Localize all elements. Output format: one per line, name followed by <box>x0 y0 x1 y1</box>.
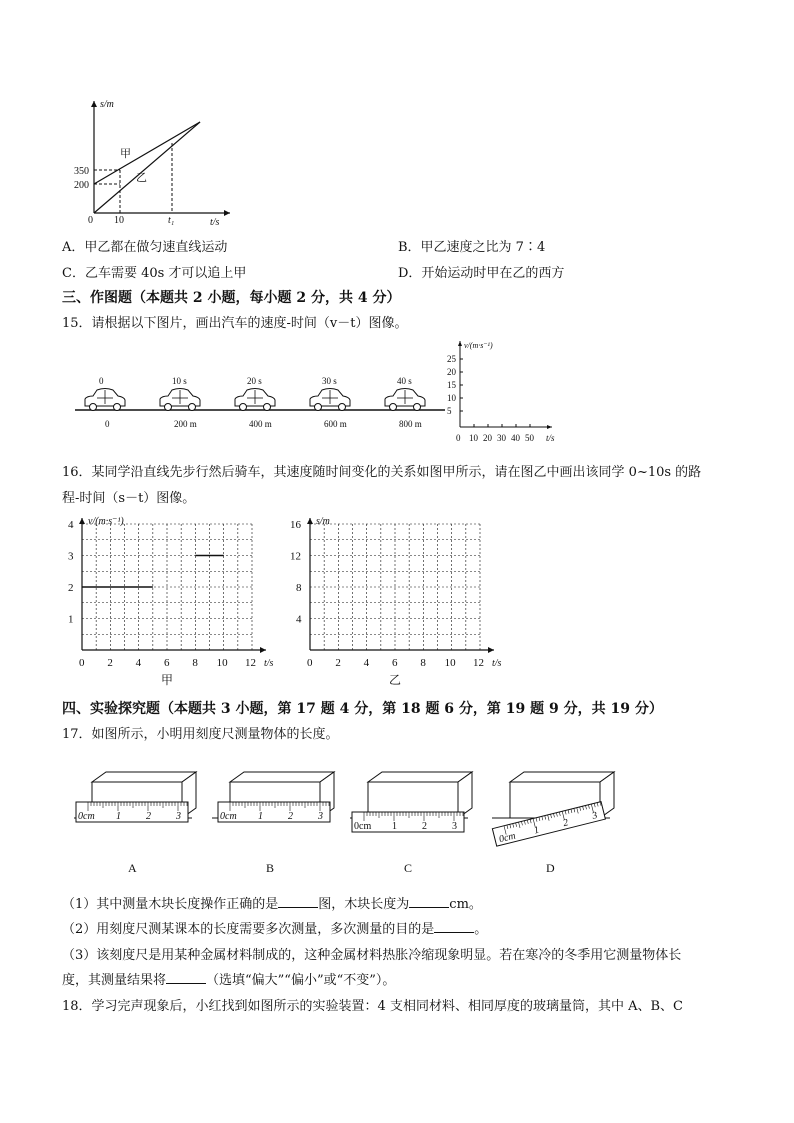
ruler-label-B: B <box>266 861 275 875</box>
q16b-xtick-2: 2 <box>335 657 341 669</box>
ruler-label-D: D <box>546 861 555 875</box>
q16a-ytick-2: 2 <box>68 582 74 594</box>
section4-heading: 四、实验探究题（本题共 3 小题，第 17 题 4 分，第 18 题 6 分，第 19 题 9 分，共 19 分） <box>62 701 663 717</box>
q16b-xtick-8: 8 <box>420 657 426 669</box>
q17-sub3-line1: （3）该刻度尺是用某种金属材料制成的，这种金属材料热胀冷缩现象明显。若在寒冷的冬季用它测量物体长 <box>62 948 682 963</box>
ruler-figure-A <box>74 772 196 875</box>
q16b-xtick-4: 4 <box>363 657 370 669</box>
car-pos-2: 400 m <box>249 419 272 429</box>
q15-ytick-20: 20 <box>447 367 456 377</box>
car-time-0: 0 <box>99 376 104 386</box>
q15-xtick-10: 10 <box>469 433 478 443</box>
q14-option-b: B．甲乙速度之比为 7∶4 <box>398 240 546 255</box>
q17-sub2-a: （2）用刻度尺测某课本的长度需要多次测量，多次测量的目的是 <box>62 922 435 937</box>
svg-text:3: 3 <box>176 811 181 822</box>
svg-text:2: 2 <box>561 817 570 830</box>
q16a-y-label: v/(m·s⁻¹) <box>88 516 124 527</box>
q17-sub3-b: （选填“偏大”“偏小”或“不变”）。 <box>206 973 396 988</box>
q17-sub2-b: 。 <box>474 922 488 937</box>
q16b-xtick-10: 10 <box>444 657 456 669</box>
svg-text:1: 1 <box>532 824 541 837</box>
q16b-x-label: t/s <box>492 658 502 669</box>
q14-label-yi: 乙 <box>136 172 147 184</box>
q16-text-line2: 程-时间（s－t）图像。 <box>62 491 196 506</box>
q15-ytick-10: 10 <box>447 393 456 403</box>
q15-ytick-5: 5 <box>447 406 452 416</box>
q15-xtick-40: 40 <box>511 433 520 443</box>
q16b-xtick-6: 6 <box>392 657 398 669</box>
q16b-y-label: s/m <box>316 516 330 527</box>
q16a-xtick-10: 10 <box>216 657 228 669</box>
q16b-ytick-16: 16 <box>290 519 301 531</box>
svg-text:0cm: 0cm <box>354 821 372 832</box>
q16a-xtick-12: 12 <box>245 657 256 669</box>
car-1 <box>160 376 200 429</box>
q14-st-graph <box>74 95 240 228</box>
q16b-caption: 乙 <box>389 673 402 687</box>
q16a-ytick-1: 1 <box>68 613 74 626</box>
car-2 <box>235 376 275 429</box>
svg-text:3: 3 <box>452 821 457 832</box>
q14-x-label: t/s <box>210 217 220 228</box>
q16a-xtick-8: 8 <box>192 657 198 669</box>
car-time-1: 10 s <box>172 376 187 386</box>
q16a-xtick-4: 4 <box>135 657 142 669</box>
svg-text:2: 2 <box>288 811 293 822</box>
q17-ruler-pictures <box>70 752 630 880</box>
q16-text-line1: 16．某同学沿直线先步行然后骑车，其速度随时间变化的关系如图甲所示，请在图乙中画出该同学 0~10s 的路 <box>62 465 702 480</box>
q16b-ytick-8: 8 <box>296 582 302 594</box>
car-pos-3: 600 m <box>324 419 347 429</box>
q14-ytick-350: 350 <box>74 166 89 177</box>
q14-option-c: C．乙车需要 40s 才可以追上甲 <box>62 266 247 281</box>
section3-heading: 三、作图题（本题共 2 小题，每小题 2 分，共 4 分） <box>62 290 401 306</box>
q15-graph-y-label: v/(m·s⁻¹) <box>464 341 493 350</box>
car-3 <box>310 376 350 429</box>
q17-sub3-a: 度，其测量结果将 <box>62 973 167 988</box>
q14-origin: 0 <box>88 215 93 226</box>
q16a-caption: 甲 <box>161 673 174 687</box>
svg-text:1: 1 <box>392 821 397 832</box>
svg-text:2: 2 <box>422 821 427 832</box>
q17-sub1-b: 图，木块长度为 <box>318 897 410 912</box>
q15-xtick-0: 0 <box>456 433 461 443</box>
q16a-xtick-2: 2 <box>107 657 113 669</box>
q17-blank-figure[interactable] <box>278 895 318 908</box>
car-0 <box>85 376 125 429</box>
q14-label-jia: 甲 <box>120 148 131 160</box>
svg-text:3: 3 <box>318 811 323 822</box>
car-time-2: 20 s <box>247 376 262 386</box>
q15-xtick-20: 20 <box>483 433 492 443</box>
q16a-x-label: t/s <box>264 658 274 669</box>
q16b-ytick-12: 12 <box>290 550 301 563</box>
svg-text:2: 2 <box>146 811 151 822</box>
q14-y-label: s/m <box>100 99 114 110</box>
car-pos-4: 800 m <box>399 419 422 429</box>
svg-text:1: 1 <box>116 811 121 822</box>
q15-ytick-25: 25 <box>447 354 456 364</box>
q17-sub1-c: cm。 <box>449 897 482 912</box>
ruler-figure-B <box>212 772 334 875</box>
q16-graph-b <box>288 512 508 687</box>
ruler-label-A: A <box>128 861 137 875</box>
svg-text:0cm: 0cm <box>78 811 95 822</box>
q17-blank-result[interactable] <box>166 971 206 984</box>
q16a-xtick-6: 6 <box>164 657 170 669</box>
car-pos-0: 0 <box>105 419 110 429</box>
svg-text:0cm: 0cm <box>497 830 517 846</box>
q15-car-picture <box>75 370 445 436</box>
q15-text: 15．请根据以下图片，画出汽车的速度-时间（v－t）图像。 <box>62 316 408 331</box>
q16a-ytick-4: 4 <box>68 519 74 531</box>
q17-sub2 <box>62 918 487 937</box>
q17-sub1 <box>62 893 482 912</box>
svg-text:0cm: 0cm <box>220 811 237 822</box>
q17-blank-purpose[interactable] <box>434 920 474 933</box>
q15-vt-graph <box>442 337 562 449</box>
q15-ytick-15: 15 <box>447 380 456 390</box>
q14-option-d: D．开始运动时甲在乙的西方 <box>398 266 565 281</box>
q16b-ytick-4: 4 <box>296 613 302 626</box>
q15-xtick-30: 30 <box>497 433 506 443</box>
q17-sub3-line2 <box>62 969 395 988</box>
ruler-figure-D <box>492 772 614 875</box>
car-time-3: 30 s <box>322 376 337 386</box>
q17-sub1-a: （1）其中测量木块长度操作正确的是 <box>62 897 279 912</box>
car-time-4: 40 s <box>397 376 412 386</box>
ruler-label-C: C <box>404 861 413 875</box>
q14-xtick-t1: t₁ <box>168 215 175 226</box>
q18-text: 18．学习完声现象后，小红找到如图所示的实验装置：4 支相同材料、相同厚度的玻璃量筒，其中 A、B、C <box>62 999 683 1014</box>
svg-text:1: 1 <box>258 811 263 822</box>
q14-option-a: A．甲乙都在做匀速直线运动 <box>62 240 228 255</box>
car-pos-1: 200 m <box>174 419 197 429</box>
q15-graph-x-label: t/s <box>546 433 555 443</box>
q16a-xtick-0: 0 <box>79 657 85 669</box>
q17-blank-length[interactable] <box>409 895 449 908</box>
car-4 <box>385 376 425 429</box>
svg-text:3: 3 <box>591 810 599 822</box>
q16b-xtick-0: 0 <box>307 657 313 669</box>
q14-ytick-200: 200 <box>74 180 89 191</box>
q17-text: 17．如图所示，小明用刻度尺测量物体的长度。 <box>62 727 339 742</box>
q16a-ytick-3: 3 <box>68 550 74 563</box>
q14-xtick-10: 10 <box>114 215 124 226</box>
q16b-xtick-12: 12 <box>473 657 484 669</box>
q16-graph-a <box>60 512 280 687</box>
q15-xtick-50: 50 <box>525 433 534 443</box>
ruler-figure-C <box>350 772 472 875</box>
